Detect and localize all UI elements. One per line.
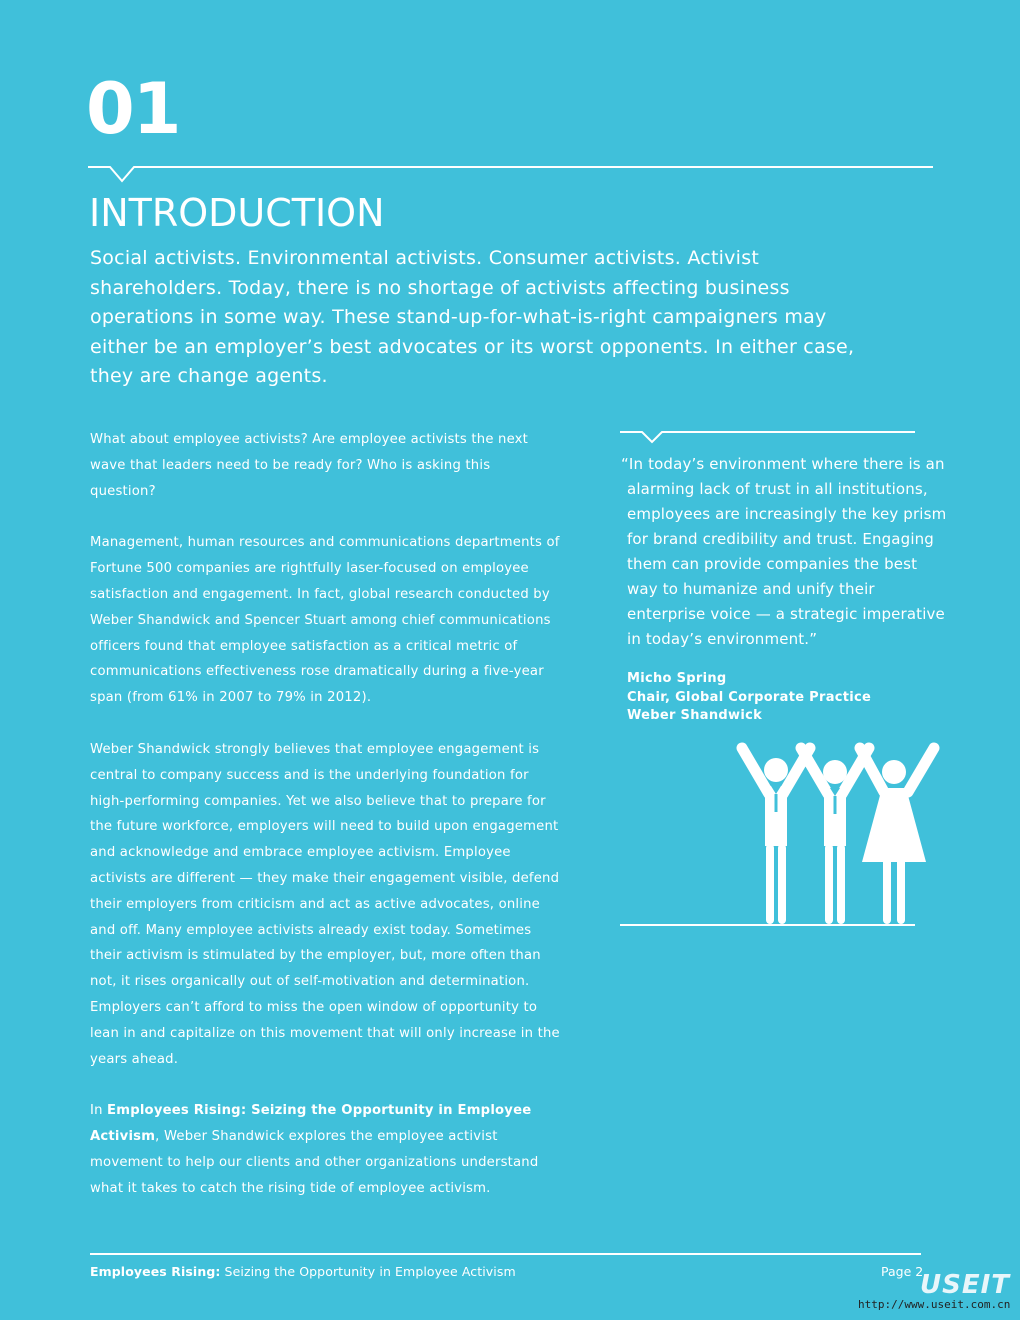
footer-title	[90, 1264, 516, 1279]
illustration-baseline	[620, 923, 916, 927]
quote-author-role: Chair, Global Corporate Practice	[627, 689, 872, 705]
quote-author-name: Micho Spring	[627, 671, 727, 686]
watermark-logo: USEIT	[920, 1270, 1011, 1300]
chapter-number: 01	[86, 68, 180, 150]
body-column	[90, 427, 560, 1228]
quote-attribution	[627, 670, 871, 726]
body-paragraph-3: Weber Shandwick strongly believes that employee engagement is central to company success and is the underlying foundation for high-performing companies. Yet we also believe that to prepare for the future workforce, employers will need to build upon engagement and acknowledge and embrace employee activism. Employee activists are different — they make their engagement visible, defend their employers from criticism and act as active advocates, online and off. Many employee activists already exist today. Sometimes their activism is stimulated by the employer, but, more often than not, it rises organically out of self-motivation and determination. Employers can’t afford to miss the open window of opportunity to lean in and capitalize on this movement that will only increase in the years ahead.	[90, 741, 560, 1067]
intro-lede: Social activists. Environmental activists. Consumer activists. Activist shareholders. Today, there is no shortage of activists affecting business operations in some way. These stand-up-for-what-is-right campaigners may either be an employer’s best advocates or its worst opponents. In either case, they are change agents.	[90, 247, 855, 387]
report-title: Employees Rising: Seizing the Opportunity in Employee Activism	[90, 1103, 532, 1145]
page-number: Page 2	[881, 1264, 924, 1279]
body-paragraph-4	[90, 1098, 560, 1201]
footer-title-rest: Seizing the Opportunity in Employee Activism	[220, 1264, 516, 1279]
page-title: INTRODUCTION	[89, 191, 385, 235]
footer-title-bold: Employees Rising:	[90, 1264, 221, 1279]
body-paragraph-1: What about employee activists? Are employee activists the next wave that leaders need to be ready for? Who is asking this question?	[90, 432, 529, 499]
watermark-url: http://www.useit.com.cn	[858, 1298, 1011, 1311]
body-paragraph-2: Management, human resources and communications departments of Fortune 500 companies are rightfully laser-focused on employee satisfaction and engagement. In fact, global research conducted by Weber Shandwick and Spencer Stuart among chief communications officers found that employee satisfaction as a critical metric of communications effectiveness rose dramatically during a five-year span (from 61% in 2007 to 79% in 2012).	[90, 535, 560, 706]
footer-rule	[90, 1252, 922, 1256]
quote-author-org: Weber Shandwick	[627, 708, 763, 723]
pull-quote: “In today’s environment where there is an alarming lack of trust in all institutions, employees are increasingly the key prism for brand credibility and trust. Engaging them can provide companies the best way to humanize and unify their enterprise voice — a strategic imperative in today’s environment.”	[621, 455, 947, 648]
p4-prefix: In	[90, 1103, 108, 1119]
p4-suffix: , Weber Shandwick explores the employee activist movement to help our clients and other organizations understand what it takes to catch the rising tide of employee activism.	[90, 1129, 539, 1196]
header-rule	[88, 158, 934, 188]
people-cheering-icon	[730, 740, 945, 930]
quote-rule	[620, 424, 916, 446]
